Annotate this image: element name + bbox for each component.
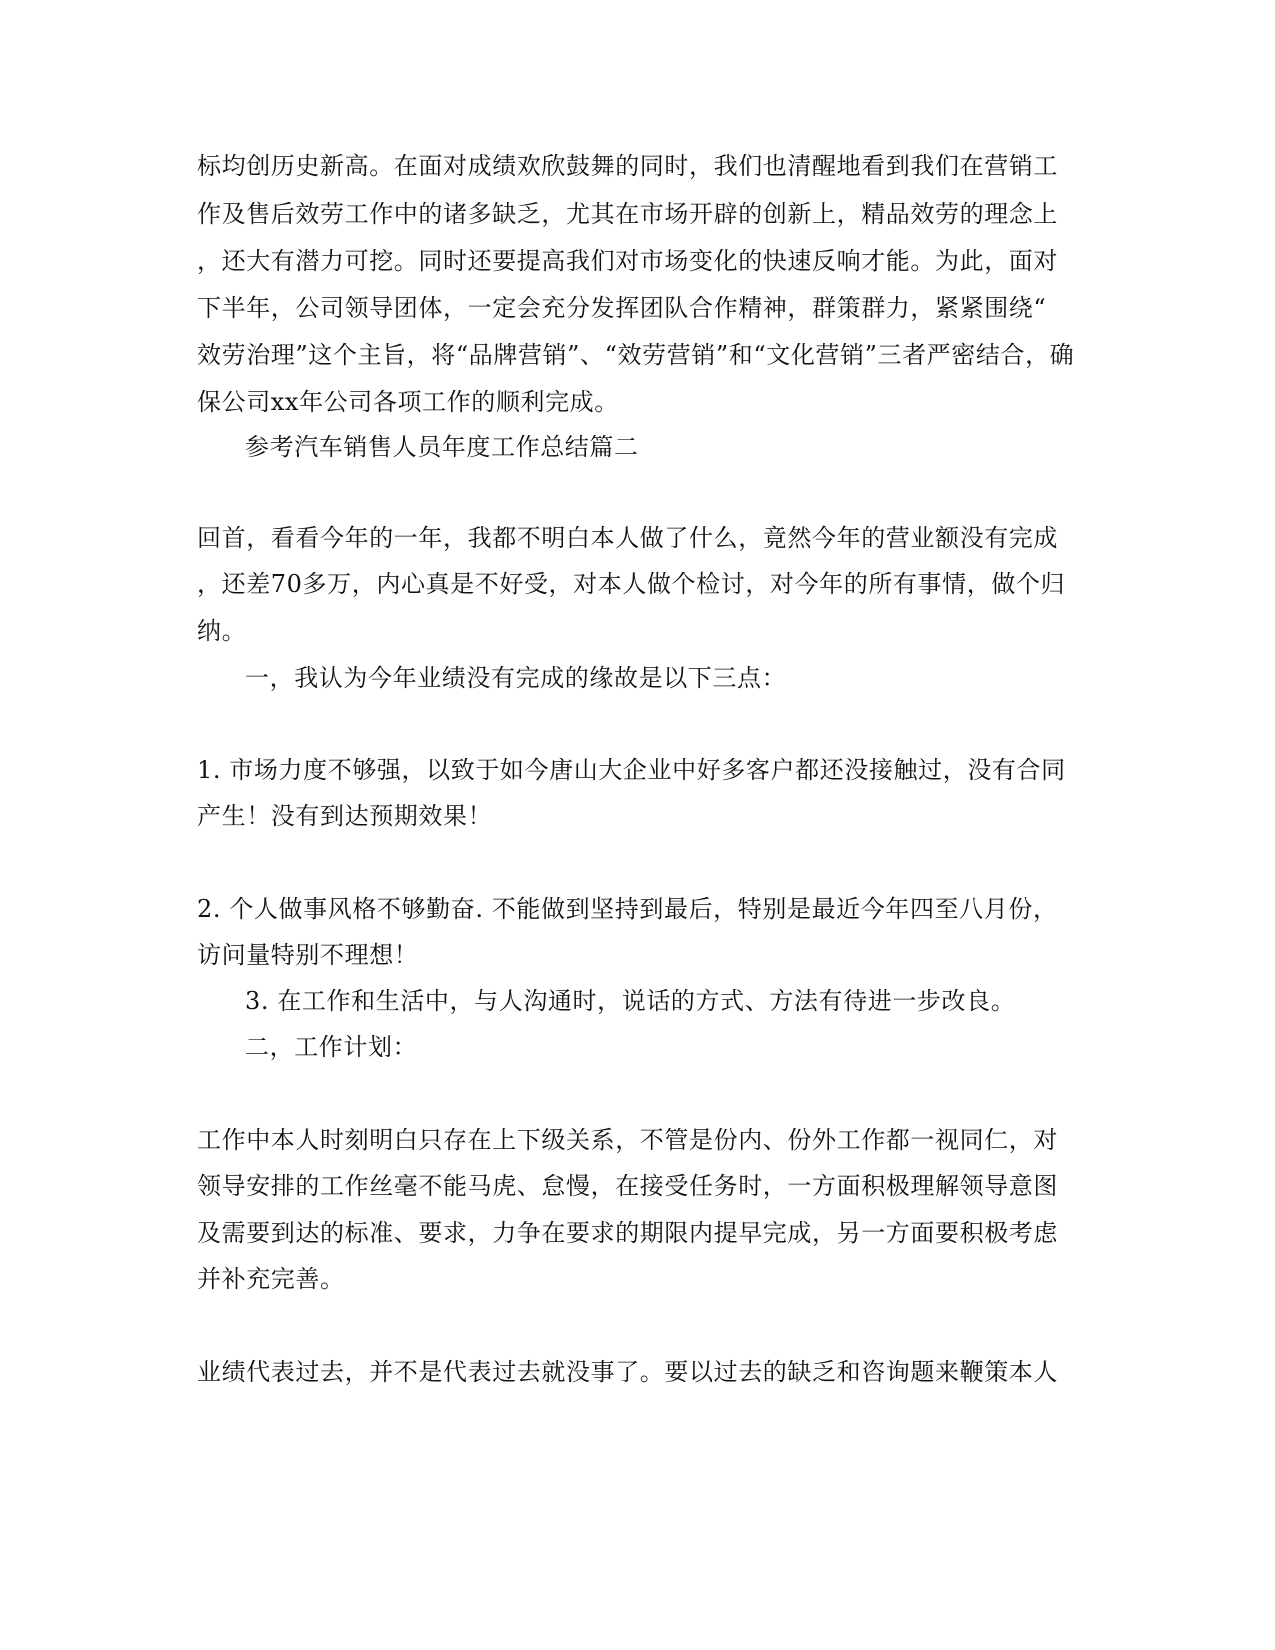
section-title-1: 一，我认为今年业绩没有完成的缘故是以下三点： bbox=[245, 664, 787, 692]
paragraph-line: 业绩代表过去，并不是代表过去就没事了。要以过去的缺乏和咨询题来鞭策本人 bbox=[197, 1358, 1058, 1386]
section-title-2: 二，工作计划： bbox=[245, 1033, 418, 1061]
list-item-1-line: 产生！没有到达预期效果！ bbox=[197, 802, 493, 830]
paragraph-line: 效劳治理”这个主旨，将“品牌营销”、“效劳营销”和“文化营销”三者严密结合，确 bbox=[197, 341, 1075, 369]
list-item-3: 3. 在工作和生活中，与人沟通时，说话的方式、方法有待进一步改良。 bbox=[245, 987, 1016, 1015]
paragraph-line: 回首，看看今年的一年，我都不明白本人做了什么，竟然今年的营业额没有完成 bbox=[197, 524, 1058, 552]
paragraph-line: ，还大有潜力可挖。同时还要提高我们对市场变化的快速反响才能。为此，面对 bbox=[197, 247, 1058, 275]
paragraph-line: 保公司xx年公司各项工作的顺利完成。 bbox=[197, 388, 619, 416]
paragraph-line: 下半年，公司领导团体，一定会充分发挥团队合作精神，群策群力，紧紧围绕“ bbox=[197, 294, 1047, 322]
section-heading: 参考汽车销售人员年度工作总结篇二 bbox=[245, 433, 639, 461]
list-item-2-line: 2. 个人做事风格不够勤奋. 不能做到坚持到最后，特别是最近今年四至八月份， bbox=[197, 895, 1058, 923]
list-item-2-line: 访问量特别不理想！ bbox=[197, 941, 419, 969]
list-item-1-line: 1. 市场力度不够强，以致于如今唐山大企业中好多客户都还没接触过，没有合同 bbox=[197, 756, 1066, 784]
paragraph-line: 工作中本人时刻明白只存在上下级关系，不管是份内、份外工作都一视同仁，对 bbox=[197, 1126, 1058, 1154]
paragraph-line: 及需要到达的标准、要求，力争在要求的期限内提早完成，另一方面要积极考虑 bbox=[197, 1219, 1058, 1247]
paragraph-line: 标均创历史新高。在面对成绩欢欣鼓舞的同时，我们也清醒地看到我们在营销工 bbox=[197, 152, 1058, 180]
paragraph-line: 作及售后效劳工作中的诸多缺乏，尤其在市场开辟的创新上，精品效劳的理念上 bbox=[197, 200, 1058, 228]
paragraph-line: 并补充完善。 bbox=[197, 1265, 345, 1293]
paragraph-line: 领导安排的工作丝毫不能马虎、怠慢，在接受任务时，一方面积极理解领导意图 bbox=[197, 1172, 1058, 1200]
paragraph-line: ，还差70多万，内心真是不好受，对本人做个检讨，对今年的所有事情，做个归 bbox=[197, 570, 1066, 598]
paragraph-line: 纳。 bbox=[197, 617, 247, 645]
